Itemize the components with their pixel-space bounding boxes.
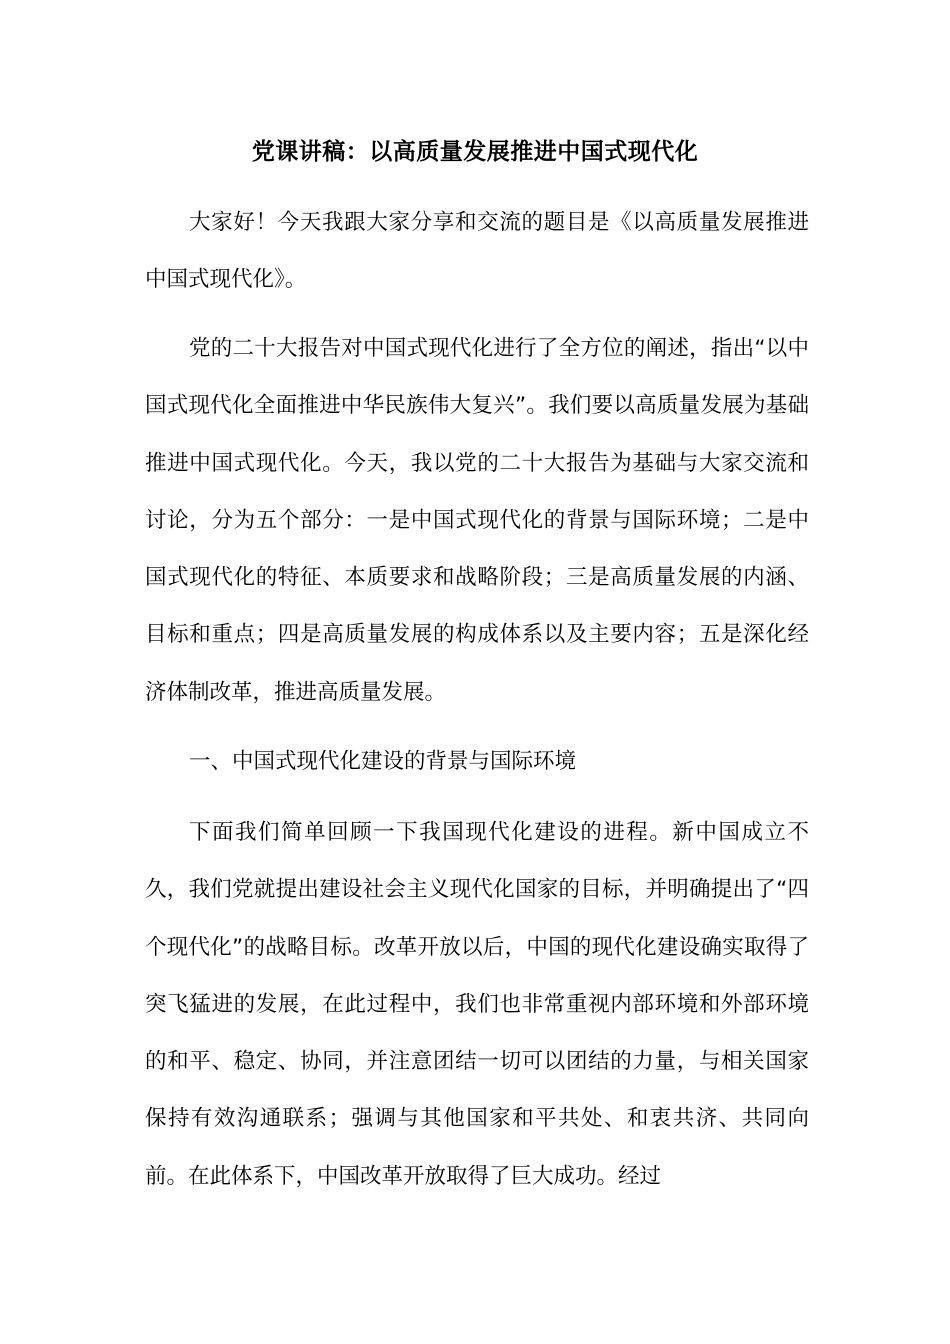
paragraph-greeting [145, 194, 809, 309]
section-heading-text: 一、中国式现代化建设的背景与国际环境 [189, 749, 577, 774]
paragraph-text: 下面我们简单回顾一下我国现代化建设的进程。新中国成立不久，我们党就提出建设社会主义现代化国家的目标，并明确提出了“四个现代化”的战略目标。改革开放以后，中国的现代化建设确实取得了突飞猛进的发展，在此过程中，我们也非常重视内部环境和外部环境的和平、稳定、协同，并注意团结一切可以团结的力量，与相关国家保持有效沟通联系；强调与其他国家和平共处、和衷共济、共同向前。在此体系下，中国改革开放取得了巨大成功。经过 [145, 820, 809, 1189]
paragraph-text: 党的二十大报告对中国式现代化进行了全方位的阐述，指出“以中国式现代化全面推进中华民族伟大复兴”。我们要以高质量发展为基础推进中国式现代化。今天，我以党的二十大报告为基础与大家交流和讨论，分为五个部分：一是中国式现代化的背景与国际环境；二是中国式现代化的特征、本质要求和战略阶段；三是高质量发展的内涵、目标和重点；四是高质量发展的构成体系以及主要内容；五是深化经济体制改革，推进高质量发展。 [145, 336, 809, 705]
paragraph-text: 大家好！今天我跟大家分享和交流的题目是《以高质量发展推进中国式现代化》。 [145, 210, 809, 293]
paragraph-history [145, 804, 809, 1205]
document-title: 党课讲稿：以高质量发展推进中国式现代化 [251, 139, 699, 165]
paragraph-overview [145, 320, 809, 721]
section-heading-1 [145, 733, 809, 790]
